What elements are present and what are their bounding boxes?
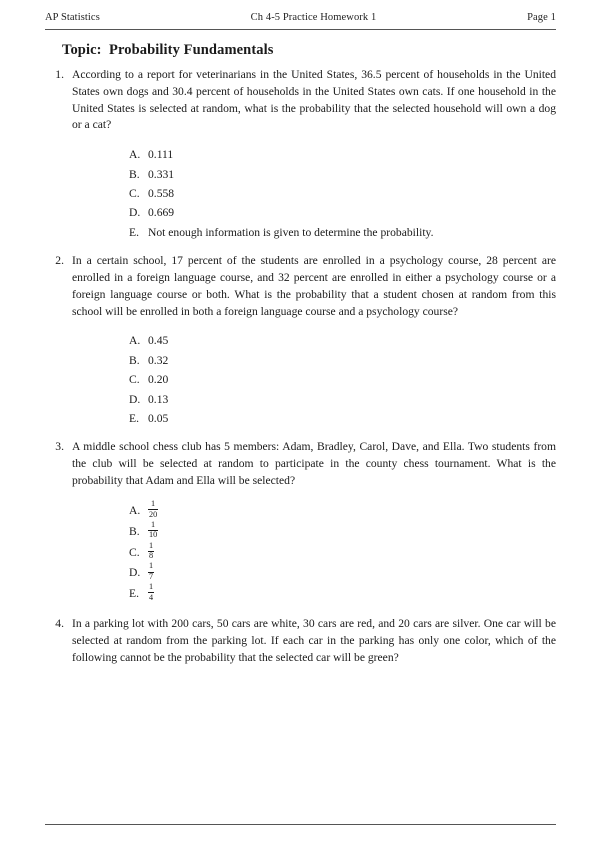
choice-letter: E. <box>129 587 139 601</box>
choice-fraction <box>148 583 154 602</box>
fraction-numerator: 1 <box>148 562 154 572</box>
choice-text: 0.32 <box>148 353 169 367</box>
answer-choice[interactable] <box>129 563 556 584</box>
header-title: Ch 4-5 Practice Homework 1 <box>250 12 377 23</box>
choice-letter: B. <box>129 524 140 538</box>
answer-choices <box>72 498 556 605</box>
choice-letter: A. <box>129 148 141 162</box>
answer-choice[interactable] <box>129 519 556 543</box>
choice-letter: B. <box>129 167 140 181</box>
header-divider <box>45 29 556 30</box>
question-number: 1. <box>55 68 64 81</box>
answer-choice[interactable] <box>129 370 556 389</box>
header-course-name: AP Statistics <box>45 12 100 23</box>
answer-choice[interactable] <box>129 409 556 428</box>
choice-letter: D. <box>129 206 141 220</box>
choice-letter: D. <box>129 566 141 580</box>
fraction-numerator: 1 <box>148 542 154 552</box>
question-text: A middle school chess club has 5 members: Adam, Bradley, Carol, Dave, and Ella. Two students from the club will be selected at random to participate in the county chess tournament. What is the probability that Adam and Ella will be selected? <box>72 440 556 488</box>
question-text: According to a report for veterinarians in the United States, 36.5 percent of households in the United States own dogs and 30.4 percent of households in the United States own cats. If one household in the United States is selected at random, what is the probability that the selected household will own a dog or a cat? <box>72 68 556 132</box>
fraction-denominator: 8 <box>149 551 154 561</box>
choice-letter: D. <box>129 392 141 406</box>
choice-letter: C. <box>129 373 140 387</box>
choice-text: 0.45 <box>148 334 169 348</box>
question-item-1 <box>45 67 556 242</box>
answer-choice[interactable] <box>129 540 556 564</box>
answer-choice[interactable] <box>129 223 556 242</box>
choice-text: 0.669 <box>148 206 175 220</box>
fraction-numerator: 1 <box>148 500 158 510</box>
question-item-4 <box>45 616 556 666</box>
choice-letter: A. <box>129 503 141 517</box>
fraction-denominator: 20 <box>149 509 158 519</box>
choice-letter: C. <box>129 545 140 559</box>
question-text: In a certain school, 17 percent of the students are enrolled in a psychology course, 28 percent are enrolled in a foreign language course, and 32 percent are enrolled in either a psychology course or a foreign language course or both. What is the probability that a student chosen at random from this school will be enrolled in both a foreign language course and a psychology course? <box>72 254 556 318</box>
answer-choice[interactable] <box>129 165 556 184</box>
choice-fraction <box>148 500 158 519</box>
answer-choice[interactable] <box>129 331 556 350</box>
header-page-number: Page 1 <box>527 12 556 23</box>
footer-divider <box>45 824 556 825</box>
choice-text: 0.20 <box>148 373 169 387</box>
question-list <box>45 67 556 677</box>
choice-letter: B. <box>129 353 140 367</box>
choice-letter: E. <box>129 412 139 426</box>
answer-choice[interactable] <box>129 498 556 522</box>
choice-text: 0.111 <box>148 148 174 162</box>
question-number: 4. <box>55 617 64 631</box>
choice-letter: E. <box>129 225 139 239</box>
answer-choice[interactable] <box>129 145 556 164</box>
answer-choice[interactable] <box>129 390 556 409</box>
choice-text: 0.13 <box>148 392 169 406</box>
choice-fraction <box>148 542 154 561</box>
page-header <box>45 12 556 23</box>
choice-fraction <box>148 521 158 540</box>
answer-choice[interactable] <box>129 203 556 222</box>
fraction-denominator: 10 <box>149 530 158 540</box>
fraction-numerator: 1 <box>148 521 158 531</box>
question-number: 3. <box>55 440 64 454</box>
answer-choice[interactable] <box>129 584 556 605</box>
choice-letter: A. <box>129 334 141 348</box>
answer-choice[interactable] <box>129 351 556 370</box>
fraction-denominator: 4 <box>149 592 154 602</box>
question-text: In a parking lot with 200 cars, 50 cars are white, 30 cars are red, and 20 cars are silver. One car will be selected at random from the parking lot. If each car in the parking has only one color, which of the following cannot be the probability that the selected car will be green? <box>72 617 556 664</box>
choice-text: 0.558 <box>148 187 175 200</box>
page-title: Topic: Probability Fundamentals <box>62 42 274 58</box>
fraction-numerator: 1 <box>148 583 154 593</box>
choice-text: 0.331 <box>148 167 175 181</box>
choice-fraction <box>148 562 154 581</box>
choice-letter: C. <box>129 187 140 200</box>
answer-choices <box>72 145 556 242</box>
question-number: 2. <box>55 254 64 268</box>
question-item-3 <box>45 439 556 605</box>
answer-choice[interactable] <box>129 184 556 203</box>
question-item-2 <box>45 253 556 428</box>
choice-text: 0.05 <box>148 412 169 426</box>
answer-choices <box>72 331 556 428</box>
choice-text: Not enough information is given to determine the probability. <box>148 225 434 239</box>
fraction-denominator: 7 <box>149 572 154 582</box>
